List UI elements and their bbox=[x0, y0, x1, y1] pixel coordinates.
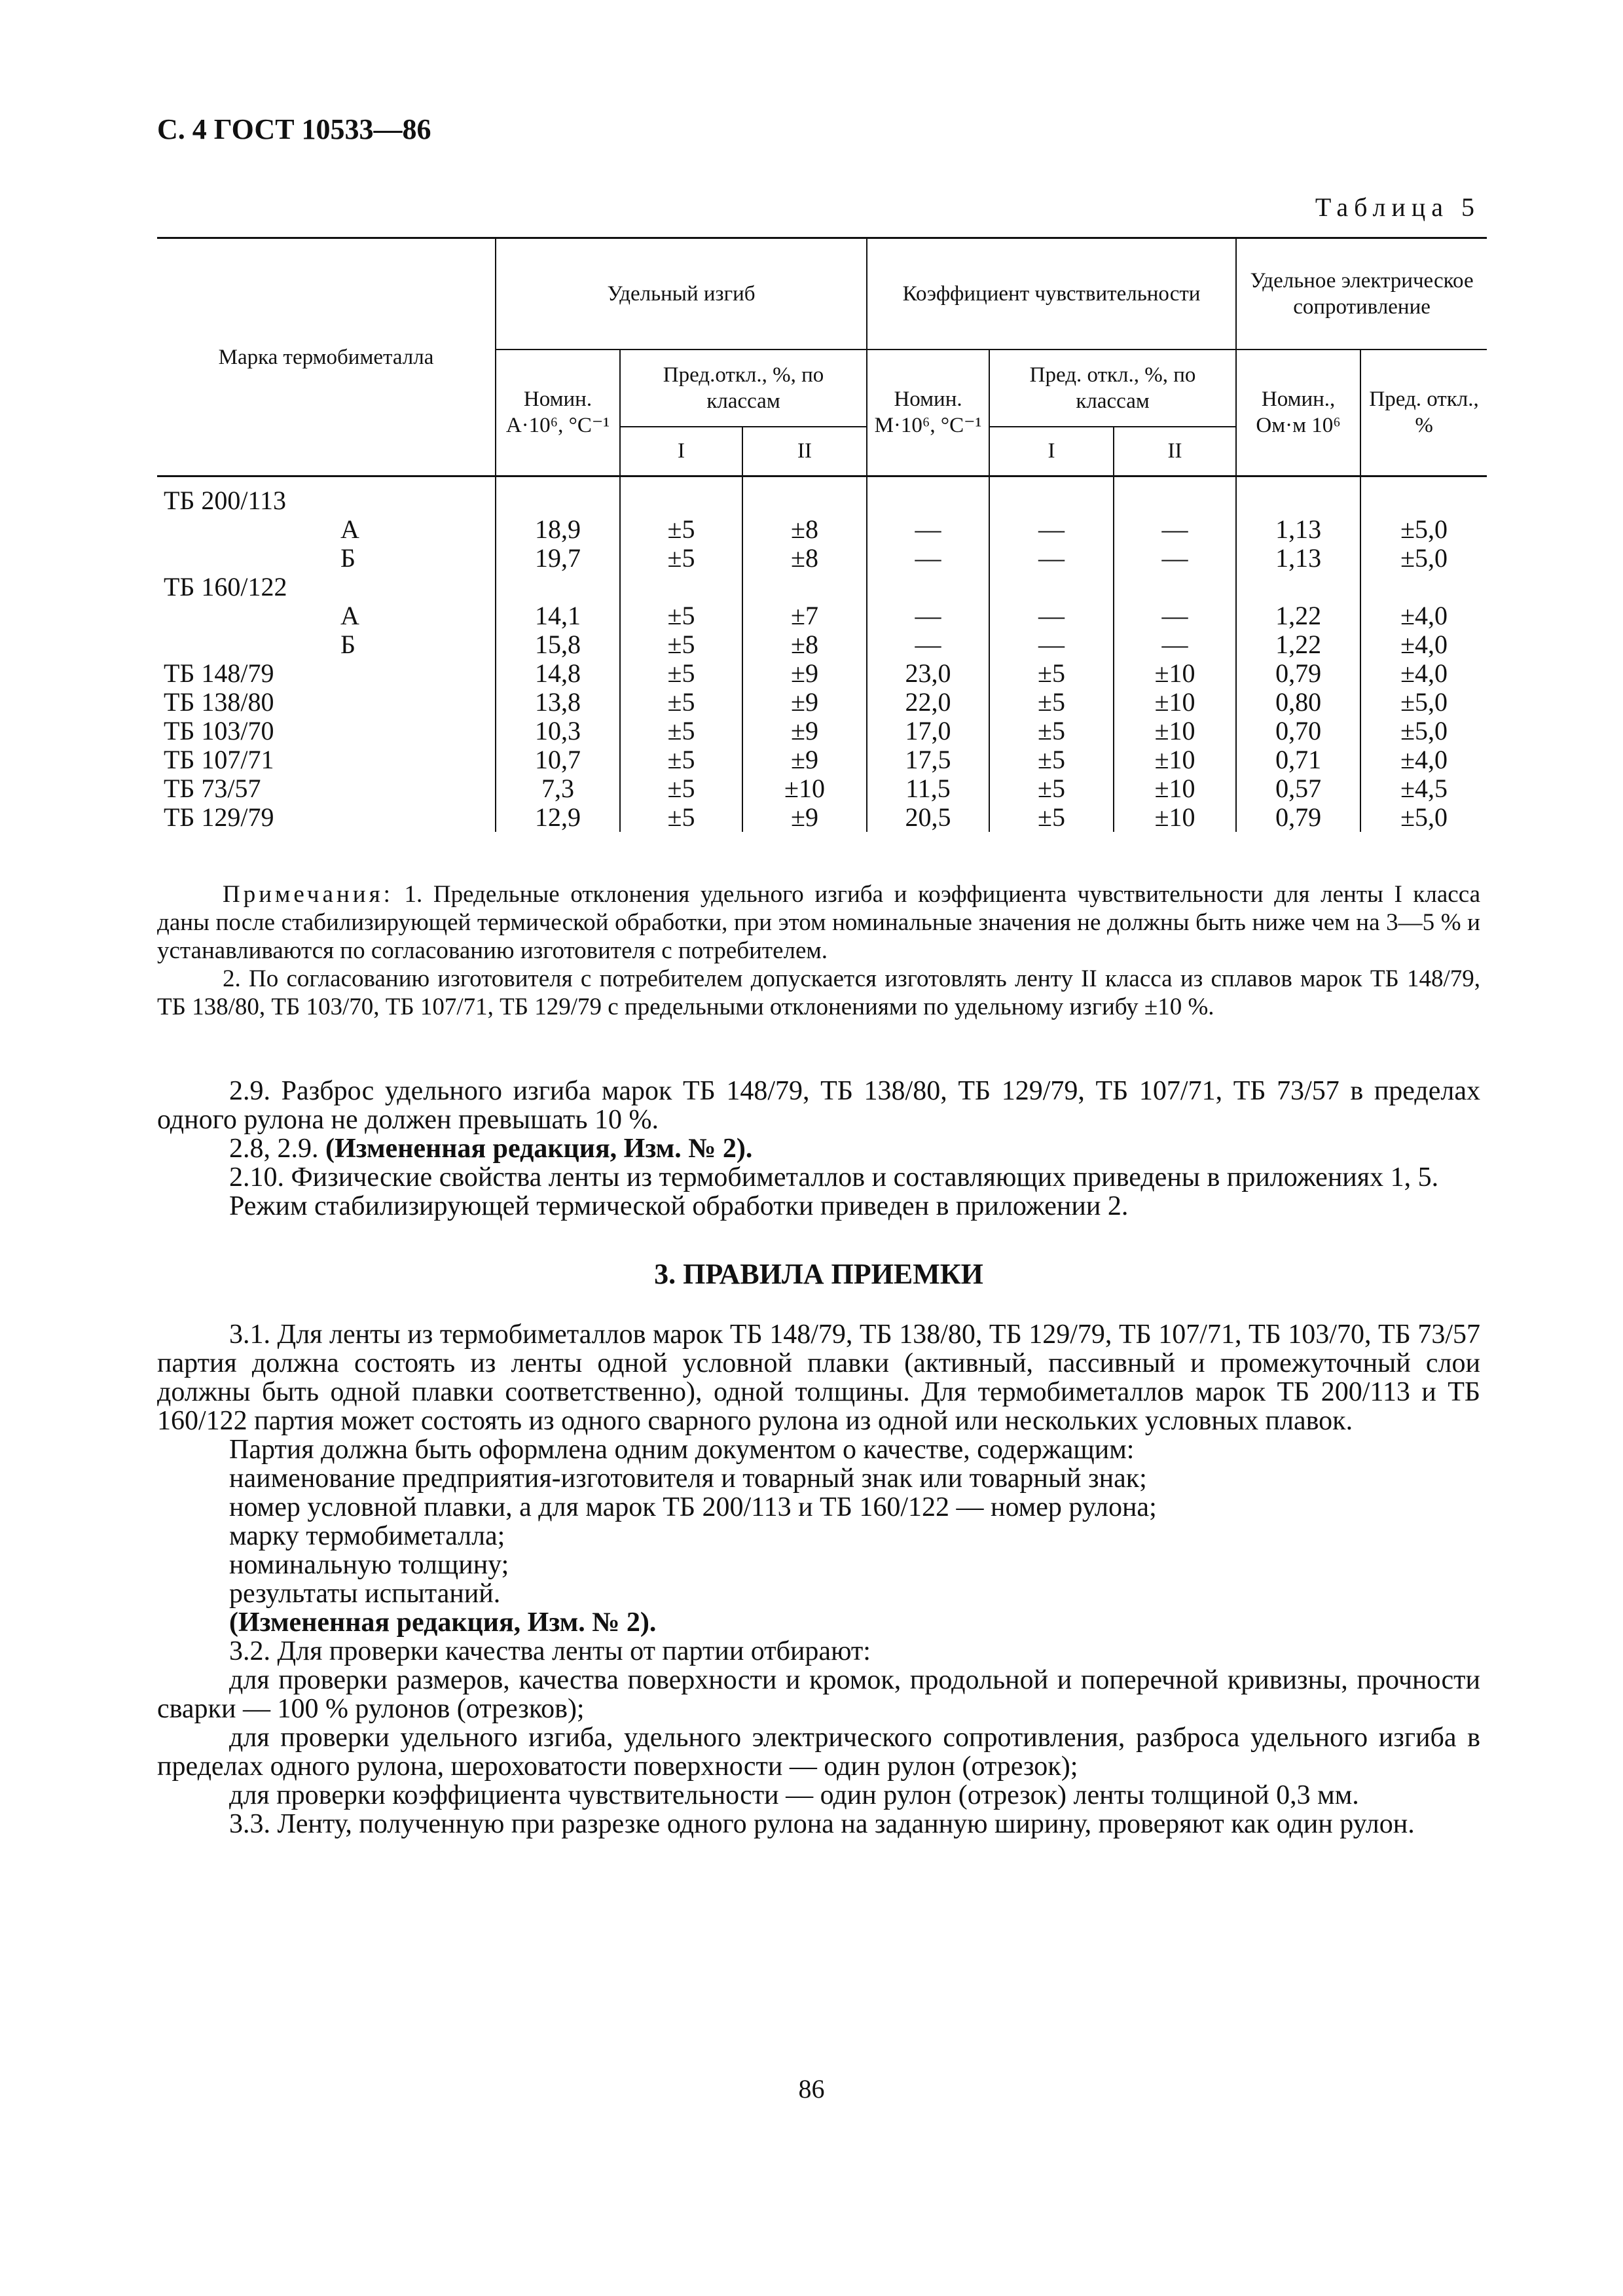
table-label: Таблица 5 bbox=[1315, 192, 1480, 222]
table-cell: 13,8 bbox=[535, 687, 581, 717]
table-cell: ±5 bbox=[667, 745, 695, 774]
header-coef-class-1: I bbox=[989, 427, 1114, 476]
table-cell: 18,9 bbox=[535, 514, 581, 544]
table-notes bbox=[157, 880, 1480, 1021]
empty-cell bbox=[994, 573, 1109, 601]
table-body-row bbox=[157, 476, 1487, 833]
table-cell: 14,8 bbox=[535, 658, 581, 688]
header-bend-deviation: Пред.откл., %, по классам bbox=[620, 350, 867, 427]
note-2: 2. По согласованию изготовителя с потребителем допускается изготовлять ленту II класса из сплавов марок ТБ 148/79, ТБ 138/80, ТБ 103/70, ТБ 107/71, ТБ 129/79 с предельными отклонениями по удельному изгибу ±10 %. bbox=[157, 965, 1480, 1020]
bend-class-2-column bbox=[742, 476, 867, 833]
header-bend-nominal: Номин. A·10⁶, °C⁻¹ bbox=[496, 350, 620, 476]
table-cell: 15,8 bbox=[535, 630, 581, 659]
header-grade: Марка термобиметалла bbox=[157, 238, 496, 476]
table-cell: ±5 bbox=[667, 543, 695, 573]
table-cell: — bbox=[1038, 630, 1065, 659]
paragraph-3-3: 3.3. Ленту, полученную при разрезке одного рулона на заданную ширину, проверяют как один рулон. bbox=[229, 1809, 1415, 1839]
table-cell: ±9 bbox=[791, 687, 818, 717]
empty-cell bbox=[747, 486, 862, 515]
table-cell: ±10 bbox=[784, 774, 825, 803]
paragraph-2-10: 2.10. Физические свойства ленты из термобиметаллов и составляющих приведены в приложениях 1, 5. bbox=[229, 1162, 1439, 1193]
header-coef-deviation: Пред. откл., %, по классам bbox=[989, 350, 1236, 427]
table-cell: 1,22 bbox=[1275, 601, 1322, 630]
table-cell: — bbox=[1161, 601, 1188, 630]
table-cell: ±5,0 bbox=[1400, 802, 1448, 832]
table-cell: ±5 bbox=[1038, 774, 1065, 803]
paragraph-2-10-b: Режим стабилизирующей термической обработки приведен в приложении 2. bbox=[229, 1191, 1129, 1221]
grade-name: ТБ 129/79 bbox=[164, 802, 274, 832]
table-cell: ±4,0 bbox=[1400, 745, 1448, 774]
table-cell: 0,57 bbox=[1275, 774, 1322, 803]
list-item: марку термобиметалла; bbox=[229, 1521, 505, 1551]
table-cell: 1,22 bbox=[1275, 630, 1322, 659]
grade-name: ТБ 103/70 bbox=[164, 716, 274, 745]
table-cell: ±5 bbox=[1038, 716, 1065, 745]
table-cell: ±5,0 bbox=[1400, 716, 1448, 745]
table-cell: 20,5 bbox=[905, 802, 951, 832]
table-cell: 19,7 bbox=[535, 543, 581, 573]
paragraph-3-2: 3.2. Для проверки качества ленты от партии отбирают: bbox=[229, 1636, 871, 1666]
grade-name: ТБ 138/80 bbox=[164, 687, 274, 717]
table-cell: ±5 bbox=[1038, 658, 1065, 688]
paragraph-2-9: 2.9. Разброс удельного изгиба марок ТБ 148/79, ТБ 138/80, ТБ 129/79, ТБ 107/71, ТБ 73/57 в пределах одного рулона не должен превышать 10 %. bbox=[157, 1076, 1480, 1135]
table-cell: ±10 bbox=[1154, 658, 1195, 688]
header-coef-nominal: Номин. M·10⁶, °C⁻¹ bbox=[867, 350, 989, 476]
table-cell: — bbox=[1161, 630, 1188, 659]
coef-class-2-column bbox=[1114, 476, 1236, 833]
header-specific-bend: Удельный изгиб bbox=[496, 238, 867, 350]
table-cell: ±4,5 bbox=[1400, 774, 1448, 803]
paragraph-3-2-b: для проверки удельного изгиба, удельного электрического сопротивления, разброса удельного изгиба в пределах одного рулона, шероховатости поверхности — один рулон (отрезок); bbox=[157, 1723, 1480, 1782]
empty-cell bbox=[625, 573, 738, 601]
table-cell: — bbox=[1038, 601, 1065, 630]
table-cell: — bbox=[1161, 543, 1188, 573]
table-cell: 23,0 bbox=[905, 658, 951, 688]
coef-class-1-column bbox=[989, 476, 1114, 833]
table-cell: ±5,0 bbox=[1400, 543, 1448, 573]
table-cell: — bbox=[915, 601, 941, 630]
table-cell: ±5 bbox=[667, 514, 695, 544]
table-cell: ±5 bbox=[667, 601, 695, 630]
table-cell: ±4,0 bbox=[1400, 658, 1448, 688]
grade-column bbox=[157, 476, 496, 833]
list-item: номинальную толщину; bbox=[229, 1550, 509, 1580]
table-cell: — bbox=[1038, 514, 1065, 544]
empty-cell bbox=[1365, 573, 1483, 601]
table-cell: 17,0 bbox=[905, 716, 951, 745]
page-number: 86 bbox=[798, 2074, 825, 2104]
resistance-nominal-column bbox=[1236, 476, 1360, 833]
bend-class-1-column bbox=[620, 476, 742, 833]
table-cell: — bbox=[1161, 514, 1188, 544]
table-cell: 0,79 bbox=[1275, 658, 1322, 688]
grade-subtype: А bbox=[340, 601, 359, 630]
empty-cell bbox=[871, 573, 985, 601]
page-header: С. 4 ГОСТ 10533—86 bbox=[157, 113, 431, 145]
section-heading: 3. ПРАВИЛА ПРИЕМКИ bbox=[654, 1258, 983, 1290]
empty-cell bbox=[1365, 486, 1483, 515]
table-cell: ±9 bbox=[791, 658, 818, 688]
header-coef-class-2: II bbox=[1114, 427, 1236, 476]
table-cell: ±10 bbox=[1154, 745, 1195, 774]
table-cell: 0,80 bbox=[1275, 687, 1322, 717]
table-cell: ±5 bbox=[1038, 802, 1065, 832]
table-cell: ±8 bbox=[791, 543, 818, 573]
empty-cell bbox=[500, 486, 615, 515]
table-cell: ±8 bbox=[791, 630, 818, 659]
table-cell: — bbox=[915, 514, 941, 544]
header-bend-class-1: I bbox=[620, 427, 742, 476]
table-cell: ±4,0 bbox=[1400, 630, 1448, 659]
amendment-note-3-1: (Измененная редакция, Изм. № 2). bbox=[229, 1607, 657, 1638]
table-cell: 10,3 bbox=[535, 716, 581, 745]
table-cell: 11,5 bbox=[905, 774, 951, 803]
bend-nominal-column bbox=[496, 476, 620, 833]
table-cell: — bbox=[915, 543, 941, 573]
list-item: номер условной плавки, а для марок ТБ 200/113 и ТБ 160/122 — номер рулона; bbox=[229, 1492, 1157, 1522]
empty-cell bbox=[994, 486, 1109, 515]
grade-name: ТБ 200/113 bbox=[164, 486, 287, 515]
paragraph-3-2-a: для проверки размеров, качества поверхности и кромок, продольной и поперечной кривизны, прочности сварки — 100 % рулонов (отрезков); bbox=[157, 1665, 1480, 1724]
table-cell: 14,1 bbox=[535, 601, 581, 630]
table-cell: ±5 bbox=[667, 774, 695, 803]
table-cell: 0,79 bbox=[1275, 802, 1322, 832]
document-body bbox=[157, 1077, 1480, 1839]
amendment-text: (Измененная редакция, Изм. № 2). bbox=[325, 1134, 753, 1164]
table-cell: ±10 bbox=[1154, 802, 1195, 832]
table-cell: 7,3 bbox=[541, 774, 574, 803]
table-cell: ±5 bbox=[1038, 745, 1065, 774]
table-cell: — bbox=[915, 630, 941, 659]
notes-label: Примечания: bbox=[223, 881, 393, 908]
table-cell: 17,5 bbox=[905, 745, 951, 774]
table-cell: 1,13 bbox=[1275, 514, 1322, 544]
paragraph-3-1-b: Партия должна быть оформлена одним документом о качестве, содержащим: bbox=[229, 1435, 1135, 1465]
table-cell: ±5,0 bbox=[1400, 687, 1448, 717]
properties-table bbox=[157, 237, 1487, 832]
table-cell: ±10 bbox=[1154, 774, 1195, 803]
header-sensitivity-coefficient: Коэффициент чувствительности bbox=[867, 238, 1236, 350]
empty-cell bbox=[1118, 573, 1231, 601]
table-cell: ±5 bbox=[667, 687, 695, 717]
grade-name: ТБ 148/79 bbox=[164, 658, 274, 688]
list-item: результаты испытаний. bbox=[229, 1579, 501, 1609]
coef-nominal-column bbox=[867, 476, 989, 833]
note-1-text: 1. Предельные отклонения удельного изгиба и коэффициента чувствительности для ленты I класса даны после стабилизирующей термической обработки, при этом номинальные значения не должны быть ниже чем на 3—5 % и устанавливаются по согласованию изготовителя с потребителем. bbox=[157, 881, 1481, 964]
table-cell: 1,13 bbox=[1275, 543, 1322, 573]
table-cell: 12,9 bbox=[535, 802, 581, 832]
table-cell: ±9 bbox=[791, 716, 818, 745]
table-cell: ±10 bbox=[1154, 687, 1195, 717]
header-resistance-deviation: Пред. откл., % bbox=[1360, 350, 1487, 476]
empty-cell bbox=[500, 573, 615, 601]
paragraph-3-1: 3.1. Для ленты из термобиметаллов марок ТБ 148/79, ТБ 138/80, ТБ 129/79, ТБ 107/71, ТБ 103/70, ТБ 73/57 партия должна состоять из ленты одной условной плавки (активный, пассивный и промежуточный слои должны быть одной плавки соответственно), одной толщины. Для термобиметаллов марок ТБ 200/113 и ТБ 160/122 партия может состоять из одного сварного рулона из одной или нескольких условных плавок. bbox=[157, 1319, 1480, 1436]
empty-cell bbox=[747, 573, 862, 601]
table-cell: — bbox=[1038, 543, 1065, 573]
header-electrical-resistance: Удельное электрическое сопротивление bbox=[1236, 238, 1487, 350]
amendment-ref: 2.8, 2.9. bbox=[229, 1134, 319, 1164]
grade-subtype: Б bbox=[340, 630, 356, 659]
grade-name: ТБ 160/122 bbox=[164, 572, 287, 601]
empty-cell bbox=[1241, 486, 1356, 515]
amendment-note-2-8 bbox=[157, 1134, 1480, 1163]
table-cell: 0,71 bbox=[1275, 745, 1322, 774]
table-cell: ±5 bbox=[667, 802, 695, 832]
table-cell: ±5 bbox=[1038, 687, 1065, 717]
note-1 bbox=[157, 880, 1480, 965]
grade-name: ТБ 73/57 bbox=[164, 774, 261, 803]
empty-cell bbox=[625, 486, 738, 515]
table-cell: ±10 bbox=[1154, 716, 1195, 745]
empty-cell bbox=[1241, 573, 1356, 601]
list-item: наименование предприятия-изготовителя и товарный знак или товарный знак; bbox=[229, 1463, 1147, 1494]
grade-name: ТБ 107/71 bbox=[164, 745, 274, 774]
grade-subtype: Б bbox=[340, 543, 356, 573]
table-cell: ±5 bbox=[667, 630, 695, 659]
table-cell: ±4,0 bbox=[1400, 601, 1448, 630]
table-cell: ±9 bbox=[791, 745, 818, 774]
table-cell: ±9 bbox=[791, 802, 818, 832]
empty-cell bbox=[871, 486, 985, 515]
header-bend-class-2: II bbox=[742, 427, 867, 476]
resistance-deviation-column bbox=[1360, 476, 1487, 833]
empty-cell bbox=[1118, 486, 1231, 515]
table-cell: ±8 bbox=[791, 514, 818, 544]
header-resistance-nominal: Номин., Ом·м 10⁶ bbox=[1236, 350, 1360, 476]
table-cell: 22,0 bbox=[905, 687, 951, 717]
grade-subtype: А bbox=[340, 514, 359, 544]
table-cell: ±5 bbox=[667, 716, 695, 745]
table-cell: ±7 bbox=[791, 601, 818, 630]
table-cell: ±5,0 bbox=[1400, 514, 1448, 544]
table-cell: 0,70 bbox=[1275, 716, 1322, 745]
paragraph-3-2-c: для проверки коэффициента чувствительности — один рулон (отрезок) ленты толщиной 0,3 мм. bbox=[229, 1780, 1359, 1810]
table-cell: ±5 bbox=[667, 658, 695, 688]
table-cell: 10,7 bbox=[535, 745, 581, 774]
